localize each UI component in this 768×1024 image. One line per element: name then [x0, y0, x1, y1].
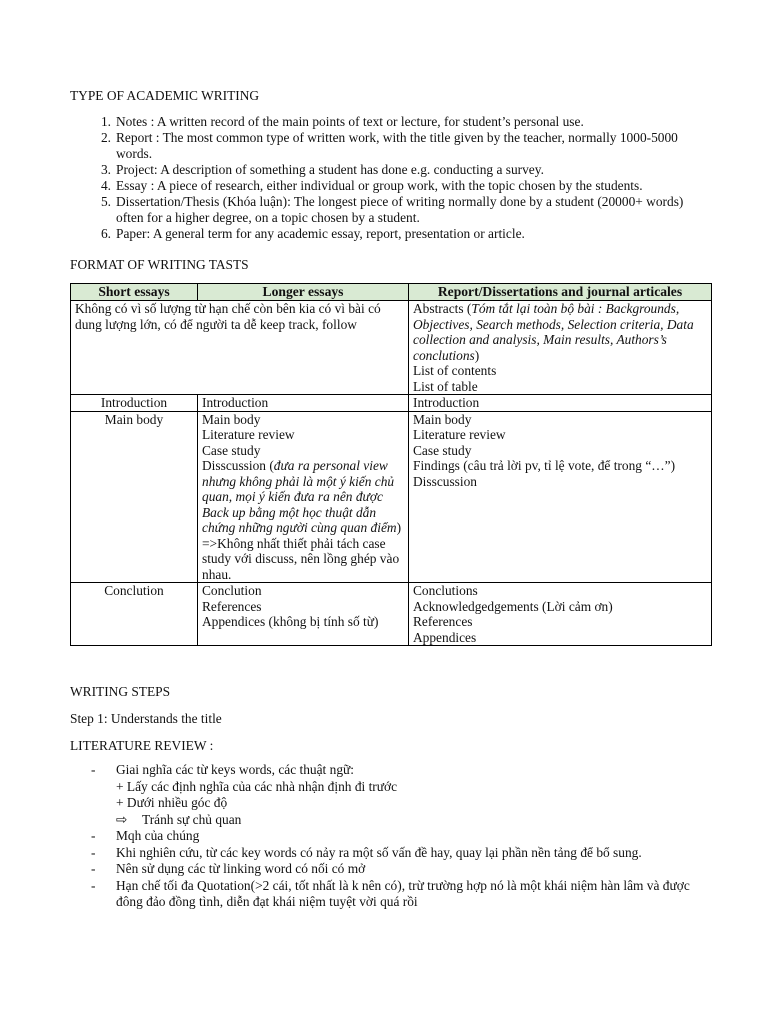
line: Case study: [413, 442, 472, 458]
literature-review-heading: LITERATURE REVIEW :: [70, 738, 214, 753]
discussion-close: ): [396, 520, 402, 535]
intro-report-cell: Introduction: [409, 395, 712, 412]
list-item: [70, 114, 698, 130]
list-item-text: Essay : A piece of research, either individual or group work, with the topic chosen by the students.: [116, 178, 643, 193]
table-row: [71, 583, 712, 646]
step-1: Step 1: Understands the title: [70, 711, 222, 726]
list-item-text: Notes : A written record of the main points of text or lecture, for student’s personal use.: [116, 114, 584, 129]
academic-writing-types-list: [70, 114, 698, 242]
page-title: TYPE OF ACADEMIC WRITING: [70, 88, 260, 103]
sub-item: + Dưới nhiều góc độ: [116, 795, 228, 810]
list-item: [70, 762, 710, 779]
table-row: [71, 395, 712, 412]
intro-long-cell: Introduction: [198, 395, 409, 412]
concl-short-cell: Conclution: [71, 583, 198, 646]
list-item-text: Report : The most common type of written work, with the title given by the teacher, normally 1000-5000 words.: [116, 130, 678, 161]
format-heading: FORMAT OF WRITING TASTS: [70, 257, 249, 272]
list-item: [70, 178, 698, 194]
line: Conclution: [202, 583, 262, 598]
sub-item: + Lấy các định nghĩa của các nhà nhận định đi trước: [116, 778, 398, 794]
discussion-note: =>Không nhất thiết phải tách case study với discuss, nên lồng ghép vào nhau.: [202, 535, 400, 582]
list-item: [70, 130, 698, 162]
bullet: -: [91, 861, 96, 876]
list-item: [70, 226, 698, 242]
main-short-cell: Main body: [71, 411, 198, 583]
line: Main body: [413, 411, 472, 427]
discussion-detail: đưa ra personal view nhưng không phải là một ý kiến chủ quan, mọi ý kiến đưa ra nên được Back up bằng một học thuật dẫn chứng những người cùng quan điểm: [202, 458, 397, 535]
list-item-text: Nên sử dụng các từ linking word có nối có mở: [116, 861, 366, 876]
writing-steps-heading: WRITING STEPS: [70, 684, 171, 699]
bullet: -: [91, 877, 96, 893]
table-header-row: [71, 284, 712, 301]
main-long-cell: [198, 411, 409, 583]
table-row: [71, 411, 712, 583]
intro-short-cell: Introduction: [71, 395, 198, 412]
list-item: [70, 861, 710, 878]
list-item-text: Dissertation/Thesis (Khóa luận): The longest piece of writing normally done by a student (20000+ words) often for a higher degree, on a topic chosen by a student.: [116, 194, 684, 225]
list-item: [70, 194, 698, 226]
list-item-text: Mqh của chúng: [116, 828, 200, 843]
abstracts-detail: Tóm tắt lại toàn bộ bài : Backgrounds, Objectives, Search methods, Selection criteria, Data collection and analysis, Main results, Authors’s conclutions: [413, 301, 694, 363]
arrow-item-text: Tránh sự chủ quan: [142, 811, 242, 827]
literature-review-list: [70, 762, 710, 911]
list-item: [70, 845, 710, 862]
abstracts-cell: [409, 301, 712, 395]
line: Acknowledgedgements (Lời cảm ơn): [413, 598, 613, 614]
line: References: [413, 614, 473, 629]
concl-report-cell: [409, 583, 712, 646]
merged-note-cell: Không có vì số lượng từ hạn chế còn bên kia có vì bài có dung lượng lớn, có để người ta dễ keep track, follow: [71, 301, 409, 395]
list-item-text: Project: A description of something a student has done e.g. conducting a survey.: [116, 162, 544, 177]
header-short-essays: Short essays: [71, 284, 198, 301]
header-longer-essays: Longer essays: [198, 284, 409, 301]
line: Appendices (không bị tính số từ): [202, 614, 379, 629]
list-item-text: Giai nghĩa các từ keys words, các thuật ngữ:: [116, 762, 354, 777]
abstracts-close: ): [474, 347, 480, 363]
list-item-text: Hạn chế tối đa Quotation(>2 cái, tốt nhất là k nên có), trừ trường hợp nó là một khái niệm hàn lâm và được đông đảo đồng tình, diễn đạt khái niệm tuyệt vời quá rồi: [116, 877, 690, 909]
discussion-label: Disscussion (: [202, 458, 274, 473]
bullet: -: [91, 844, 96, 860]
abstracts-label: Abstracts (: [413, 301, 472, 316]
format-table: [70, 283, 712, 646]
list-item-text: Khi nghiên cứu, từ các key words có nảy ra một số vấn đề hay, quay lại phần nền tảng để bổ sung.: [116, 844, 642, 860]
line: Appendices: [413, 629, 477, 645]
line: Case study: [202, 442, 261, 458]
list-number: 6.: [100, 226, 111, 241]
list-number: 2.: [100, 130, 111, 145]
line: Main body: [202, 411, 261, 427]
bullet: -: [91, 828, 96, 843]
header-report: Report/Dissertations and journal articales: [409, 284, 712, 301]
line: Literature review: [413, 427, 506, 442]
arrow-icon: ⇨: [116, 811, 128, 827]
line: Findings (câu trả lời pv, tỉ lệ vote, để trong “…”): [413, 458, 676, 473]
line: Literature review: [202, 427, 295, 442]
main-report-cell: [409, 411, 712, 583]
list-item: [70, 878, 710, 911]
list-number: 4.: [100, 178, 111, 193]
list-number: 3.: [100, 162, 111, 177]
list-item-text: Paper: A general term for any academic essay, report, presentation or article.: [116, 226, 525, 241]
list-number: 1.: [100, 114, 111, 129]
list-item: [70, 828, 710, 845]
line: References: [202, 598, 262, 614]
concl-long-cell: [198, 583, 409, 646]
contents-line: List of contents: [413, 363, 497, 378]
line: Disscussion: [413, 473, 477, 489]
table-row: [71, 301, 712, 395]
list-number: 5.: [100, 194, 111, 209]
line: Conclutions: [413, 583, 478, 598]
list-item: [70, 162, 698, 178]
arrow-item: [70, 812, 710, 829]
list-table-line: List of table: [413, 378, 478, 394]
bullet: -: [91, 762, 96, 777]
